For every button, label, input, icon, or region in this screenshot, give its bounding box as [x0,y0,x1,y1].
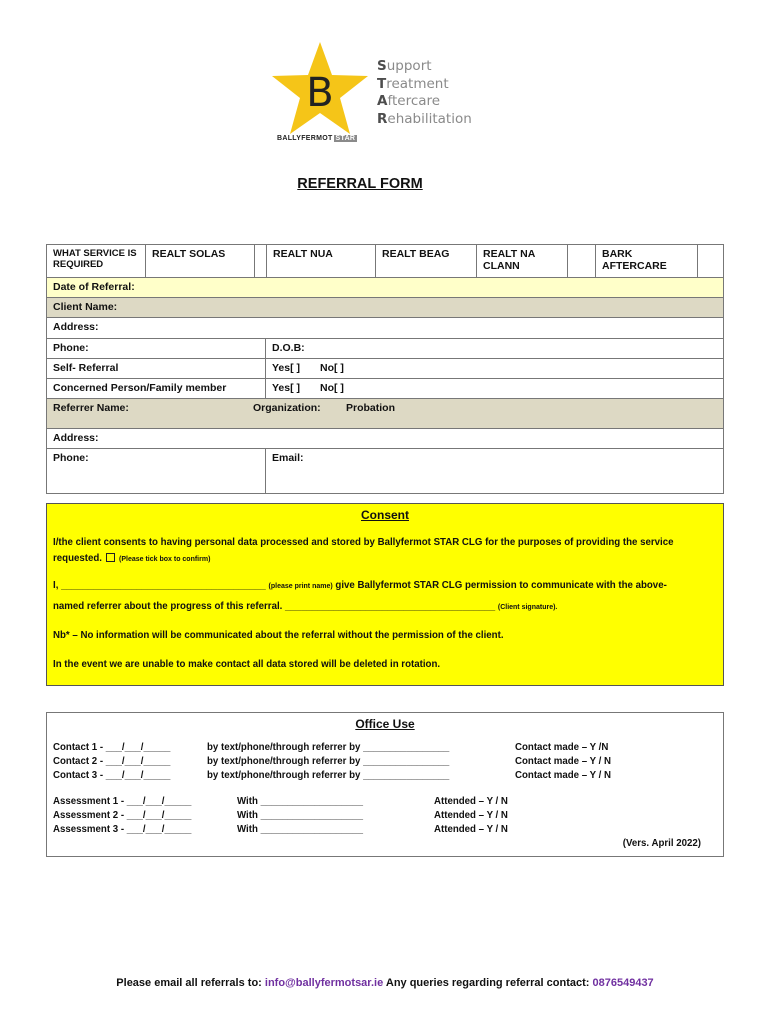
assessment-2-date: Assessment 2 - ___/___/_____ [53,810,192,821]
office-use-box [46,712,724,857]
contact-1-method: by text/phone/through referrer by ________________ [207,742,450,753]
footer-phone[interactable]: 0876549437 [592,977,654,989]
self-referral-label: Self- Referral [53,362,119,374]
self-referral-yes-checkbox[interactable]: Yes[ ] [272,362,301,374]
date-of-referral-label: Date of Referral: [53,281,135,293]
referrer-phone-label: Phone: [53,452,89,464]
phone-label: Phone: [53,342,89,354]
date-of-referral-field[interactable] [46,278,724,298]
consent-checkbox[interactable] [106,553,115,562]
organization-label: Organization: [253,402,321,414]
assessment-3-attended: Attended – Y / N [434,824,508,835]
logo-letter: B [306,70,334,116]
concerned-person-yes-checkbox[interactable]: Yes[ ] [272,382,301,394]
client-name-field[interactable] [46,298,724,318]
assessment-2-attended: Attended – Y / N [434,810,508,821]
contact-1-date: Contact 1 - ___/___/_____ [53,742,171,753]
form-version: (Vers. April 2022) [622,838,701,849]
deletion-note: In the event we are unable to make contact all data stored will be deleted in rotation. [53,659,441,670]
referral-form-table [46,244,724,494]
logo-word: Treatment [377,75,449,92]
contact-2-method: by text/phone/through referrer by ________________ [207,756,450,767]
logo-wordmark [377,58,472,128]
organization-value: Probation [346,402,395,414]
phone-dob-row [46,339,724,359]
office-use-heading: Office Use [355,717,415,731]
footer-contact [0,977,770,989]
service-option-bark-aftercare[interactable]: BARK AFTERCARE [602,248,667,272]
contact-2-date: Contact 2 - ___/___/_____ [53,756,171,767]
referrer-name-label: Referrer Name: [53,402,129,414]
contact-1-made: Contact made – Y /N [515,742,609,753]
assessment-3-date: Assessment 3 - ___/___/_____ [53,824,192,835]
logo-word: Aftercare [377,93,441,109]
referrer-address-label: Address: [53,432,99,444]
concerned-person-label: Concerned Person/Family member [53,382,227,394]
logo-word: Rehabilitation [377,110,472,127]
address-field[interactable] [46,318,724,339]
service-row [46,244,724,278]
service-option-realt-solas[interactable]: REALT SOLAS [152,248,226,260]
contact-3-made: Contact made – Y / N [515,770,612,781]
permission-line: I, ______________________________________ (please print name) give Ballyfermot STAR CLG permission to communicate with the above- [53,580,667,591]
service-option-realt-beag[interactable]: REALT BEAG [382,248,450,260]
assessment-2-with: With ___________________ [237,810,363,821]
contact-3-method: by text/phone/through referrer by ________________ [207,770,450,781]
consent-text: I/the client consents to having personal data processed and stored by Ballyfermot STAR CLG for the purposes of providing the service [53,537,674,548]
assessment-3-with: With ___________________ [237,824,363,835]
dob-label: D.O.B: [272,342,305,354]
service-option-realt-na-clann[interactable]: REALT NA CLANN [483,248,535,272]
client-name-label: Client Name: [53,301,118,313]
logo-brand: BALLYFERMOT STAR [277,135,356,142]
consent-confirm-line: requested. (Please tick box to confirm) [53,553,211,564]
consent-heading: Consent [361,508,409,522]
footer-middle: Any queries regarding referral contact: [385,977,590,989]
logo-word: Support [377,58,432,74]
referrer-contact-row [46,449,724,494]
nb-note: Nb* – No information will be communicated about the referral without the permission of the client. [53,630,504,641]
assessment-1-date: Assessment 1 - ___/___/_____ [53,796,192,807]
referrer-address-field[interactable] [46,429,724,449]
consent-box [46,503,724,686]
address-label: Address: [53,321,99,333]
tick-note: (Please tick box to confirm) [119,556,211,563]
star-logo-icon [260,40,380,140]
contact-2-made: Contact made – Y / N [515,756,612,767]
footer-prefix: Please email all referrals to: [116,977,262,989]
referrer-email-label: Email: [272,452,304,464]
assessment-1-attended: Attended – Y / N [434,796,508,807]
self-referral-no-checkbox[interactable]: No[ ] [320,362,344,374]
self-referral-row [46,359,724,379]
contact-3-date: Contact 3 - ___/___/_____ [53,770,171,781]
service-label: WHAT SERVICE IS REQUIRED [53,248,137,270]
concerned-person-no-checkbox[interactable]: No[ ] [320,382,344,394]
service-option-realt-nua[interactable]: REALT NUA [273,248,333,260]
assessment-1-with: With ___________________ [237,796,363,807]
page-title: REFERRAL FORM [297,176,423,192]
concerned-person-row [46,379,724,399]
footer-email-link[interactable]: info@ballyfermotsar.ie [264,977,384,989]
referrer-row [46,399,724,429]
signature-line: named referrer about the progress of this referral. _______________________________________ (Client signature). [53,601,558,612]
